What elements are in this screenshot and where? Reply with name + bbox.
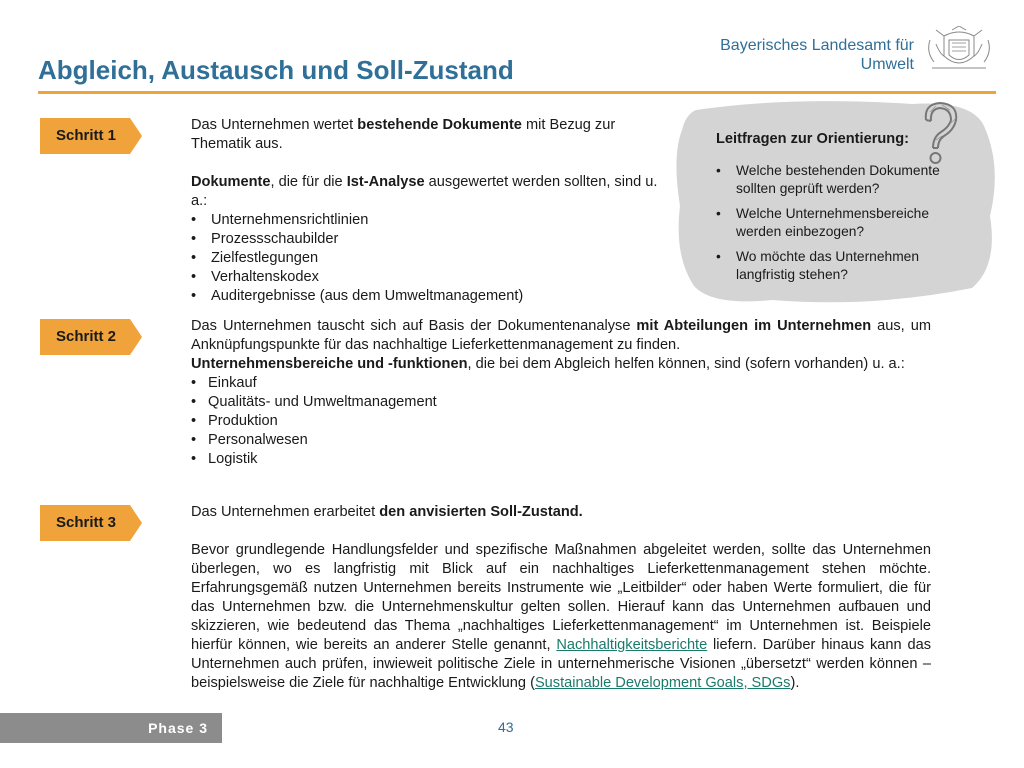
list-item: • Zielfestlegungen [191, 249, 671, 268]
org-line-2: Umwelt [860, 56, 914, 73]
sdg-link[interactable]: Sustainable Development Goals, SDGs [534, 675, 791, 691]
step-2-label: Schritt 2 [55, 328, 116, 345]
step-1-intro: Das Unternehmen wertet bestehende Dokumente mit Bezug zur Thematik aus. [191, 117, 616, 152]
list-item: • Einkauf [191, 374, 931, 393]
organization-name [720, 36, 914, 74]
step-3-badge [40, 505, 142, 541]
list-item: • Logistik [191, 450, 931, 469]
sustainability-reports-link[interactable]: Nachhaltigkeitsberichte [556, 637, 708, 653]
page-title: Abgleich, Austausch und Soll-Zustand [38, 55, 514, 85]
page-number: 43 [498, 719, 514, 735]
step-1-document-list [191, 211, 671, 306]
step-1-label: Schritt 1 [55, 127, 116, 144]
list-item: • Personalwesen [191, 431, 931, 450]
list-item: • Auditergebnisse (aus dem Umweltmanagement) [191, 287, 671, 306]
guide-title: Leitfragen zur Orientierung: [716, 131, 909, 147]
step-3-intro: Das Unternehmen erarbeitet den anvisierten Soll-Zustand. [191, 504, 583, 520]
step-1-documents-intro: Dokumente, die für die Ist-Analyse ausgewertet werden sollten, sind u. a.: [191, 174, 658, 209]
step-2-intro: Das Unternehmen tauscht sich auf Basis der Dokumentenanalyse mit Abteilungen im Unternehmen aus, um Anknüpfungspunkte für das nachhaltige Lieferkettenmanagement zu finden. [191, 318, 931, 353]
step-2-department-list [191, 374, 931, 469]
step-1-badge [40, 118, 142, 154]
list-item: • Welche bestehenden Dokumente sollten geprüft werden? [716, 162, 966, 198]
list-item: • Produktion [191, 412, 931, 431]
phase-badge [0, 713, 222, 743]
list-item: • Prozessschaubilder [191, 230, 671, 249]
step-2-text [191, 317, 931, 469]
org-line-1: Bayerisches Landesamt für [720, 37, 914, 54]
list-item: • Unternehmensrichtlinien [191, 211, 671, 230]
list-item: • Qualitäts- und Umweltmanagement [191, 393, 931, 412]
header-rule [38, 91, 996, 94]
list-item: • Welche Unternehmensbereiche werden einbezogen? [716, 205, 966, 241]
guide-box [716, 130, 966, 291]
coat-of-arms-logo [922, 26, 996, 74]
guide-question-list [716, 162, 966, 284]
list-item: • Wo möchte das Unternehmen langfristig stehen? [716, 248, 966, 284]
step-3-label: Schritt 3 [55, 514, 116, 531]
phase-label: Phase 3 [148, 720, 208, 736]
step-3-body: Bevor grundlegende Handlungsfelder und spezifische Maßnahmen abgeleitet werden, sollte das Unternehmen überlegen, wo es langfristig mit Blick auf ein nachhaltiges Lieferkettenmanagement stehen möchte. Erfahrungsgemäß nutzen Unternehmen bereits Instrumente wie „Leitbilder“ oder haben Werte formuliert, die für das Unternehmen bzw. die Unternehmenskultur gelten sollen. Hierauf kann das Unternehmen aufbauen und skizzieren, wie bedeutend das Thema „nachhaltiges Lieferkettenmanagement“ im Unternehmen ist. Beispiele hierfür können, wie bereits an anderer Stelle genannt, Nachhaltigkeitsberichte liefern. Darüber hinaus kann das Unternehmen auch prüfen, inwieweit politische Ziele in unternehmerische Visionen „übersetzt“ werden können – beispielsweise die Ziele für nachhaltige Entwicklung (Sustainable Development Goals, SDGs). [191, 542, 931, 691]
step-1-text [191, 116, 671, 306]
list-item: • Verhaltenskodex [191, 268, 671, 287]
step-3-text [191, 503, 931, 693]
step-2-departments-intro: Unternehmensbereiche und -funktionen, die bei dem Abgleich helfen können, sind (sofern vorhanden) u. a.: [191, 356, 905, 372]
step-2-badge [40, 319, 142, 355]
